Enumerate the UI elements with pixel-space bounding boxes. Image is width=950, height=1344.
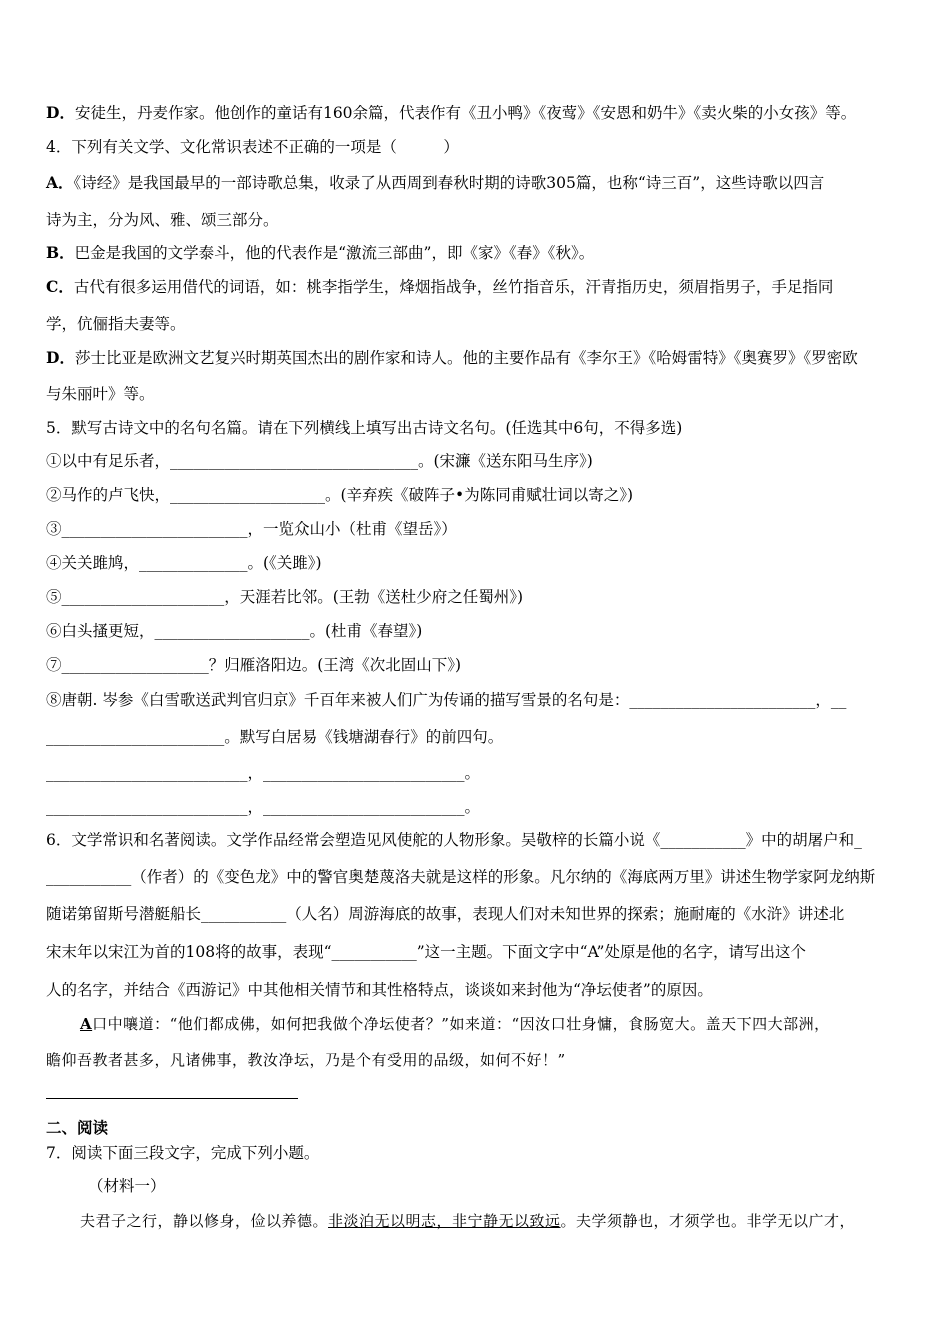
option-label: A． [46,173,74,192]
q4-option-c-line1 [46,277,833,297]
section-title-reading: 二、阅读 [46,1118,109,1137]
option-text: 安徒生，丹麦作家。他创作的童话有160余篇，代表作有《丑小鸭》《夜莺》《安恩和奶牛》《卖火柴的小女孩》等。 [74,104,857,122]
journey-west-quote-line1 [80,1014,830,1034]
passage-text: 。夫学须静也，才须学也。非学无以广才， [560,1212,856,1230]
q4-option-b [46,243,594,263]
q4-option-d-line2: 与朱丽叶》等。 [46,385,155,403]
q5-answer-line-1: __________________________，__________________________。 [46,764,481,782]
journey-west-quote-line2: 瞻仰吾教者甚多，凡诸佛事，教汝净坛，乃是个有受用的品级，如何不好！” [46,1051,566,1069]
q5-item-5: ⑤_____________________，天涯若比邻。(王勃《送杜少府之任蜀州》) [46,588,524,606]
quote-blank-a: A [80,1015,93,1033]
question-6-line4: 宋末年以宋江为首的108将的故事，表现“___________”这一主题。下面文字中“A”处原是他的名字，请写出这个 [46,943,806,961]
option-label: B． [46,243,75,262]
q4-option-a-line1 [46,173,824,193]
passage-text: 夫君子之行，静以修身，俭以养德。 [80,1212,329,1230]
q5-answer-line-2: __________________________，__________________________。 [46,798,481,816]
option-text: 古代有很多运用借代的词语，如：桃李指学生，烽烟指战争，丝竹指音乐，汗青指历史，须眉指男子，手足指同 [73,278,834,296]
q5-item-6: ⑥白头搔更短，____________________。(杜甫《春望》) [46,622,423,640]
option-label: D． [46,348,75,367]
underlined-phrase: 非淡泊无以明志，非宁静无以致远 [328,1212,561,1230]
question-6-line2: ___________（作者）的《变色龙》中的警官奥楚蔑洛夫就是这样的形象。凡尔纳的《海底两万里》讲述生物学家阿龙纳斯 [46,868,876,886]
material-one-label: （材料一） [88,1177,166,1195]
q4-option-c-line2: 学，伉俪指夫妻等。 [46,315,186,333]
option-text: 莎士比亚是欧洲文艺复兴时期英国杰出的剧作家和诗人。他的主要作品有《李尔王》《哈姆雷特》《奥赛罗》《罗密欧 [74,349,858,367]
quote-text: 口中嚷道：“他们都成佛，如何把我做个净坛使者？”如来道：“因汝口壮身慵，食肠宽大。盖天下四大部洲， [92,1015,830,1033]
question-7-stem: 7．阅读下面三段文字，完成下列小题。 [46,1144,320,1162]
q5-item-8-line1: ⑧唐朝. 岑参《白雪歌送武判官归京》千百年来被人们广为传诵的描写雪景的名句是：________________________，__ [46,691,847,709]
q5-item-7: ⑦___________________？归雁洛阳边。(王湾《次北固山下》) [46,656,462,674]
material-one-paragraph [80,1211,855,1231]
option-text: 《诗经》是我国最早的一部诗歌总集，收录了从西周到春秋时期的诗歌305篇，也称“诗三百”，这些诗歌以四言 [73,174,825,192]
question-6-line5: 人的名字，并结合《西游记》中其他相关情节和其性格特点，谈谈如来封他为“净坛使者”的原因。 [46,981,713,999]
q5-item-1: ①以中有足乐者，________________________________。(宋濂《送东阳马生序》) [46,452,593,470]
q5-item-4: ④关关雎鸠，______________。(《关雎》) [46,554,322,572]
question-5-stem: 5．默写古诗文中的名句名篇。请在下列横线上填写出古诗文名句。(任选其中6句，不得多选) [46,419,683,437]
q5-item-2: ②马作的卢飞快，____________________。(辛弃疾《破阵子•为陈同甫赋壮词以寄之》) [46,486,633,504]
question-4-stem: 4．下列有关文学、文化常识表述不正确的一项是（ ） [46,138,459,156]
option-label: C． [46,277,74,296]
option-d-andersen [46,103,856,123]
q4-option-d-line1 [46,348,858,368]
option-text: 巴金是我国的文学泰斗，他的代表作是“激流三部曲”，即《家》《春》《秋》。 [74,244,595,262]
question-6-line3: 随诺第留斯号潜艇船长___________（人名）周游海底的故事，表现人们对未知世界的探索；施耐庵的《水浒》讲述北 [46,905,845,923]
answer-divider [46,1098,298,1099]
q4-option-a-line2: 诗为主，分为风、雅、颂三部分。 [46,211,279,229]
question-6-line1: 6．文学常识和名著阅读。文学作品经常会塑造见风使舵的人物形象。吴敬梓的长篇小说《___________》中的胡屠户和_ [46,831,862,849]
option-label: D． [46,103,75,122]
q5-item-3: ③________________________，一览众山小（杜甫《望岳》） [46,520,457,538]
q5-item-8-line2: _______________________。默写白居易《钱塘湖春行》的前四句。 [46,728,504,746]
